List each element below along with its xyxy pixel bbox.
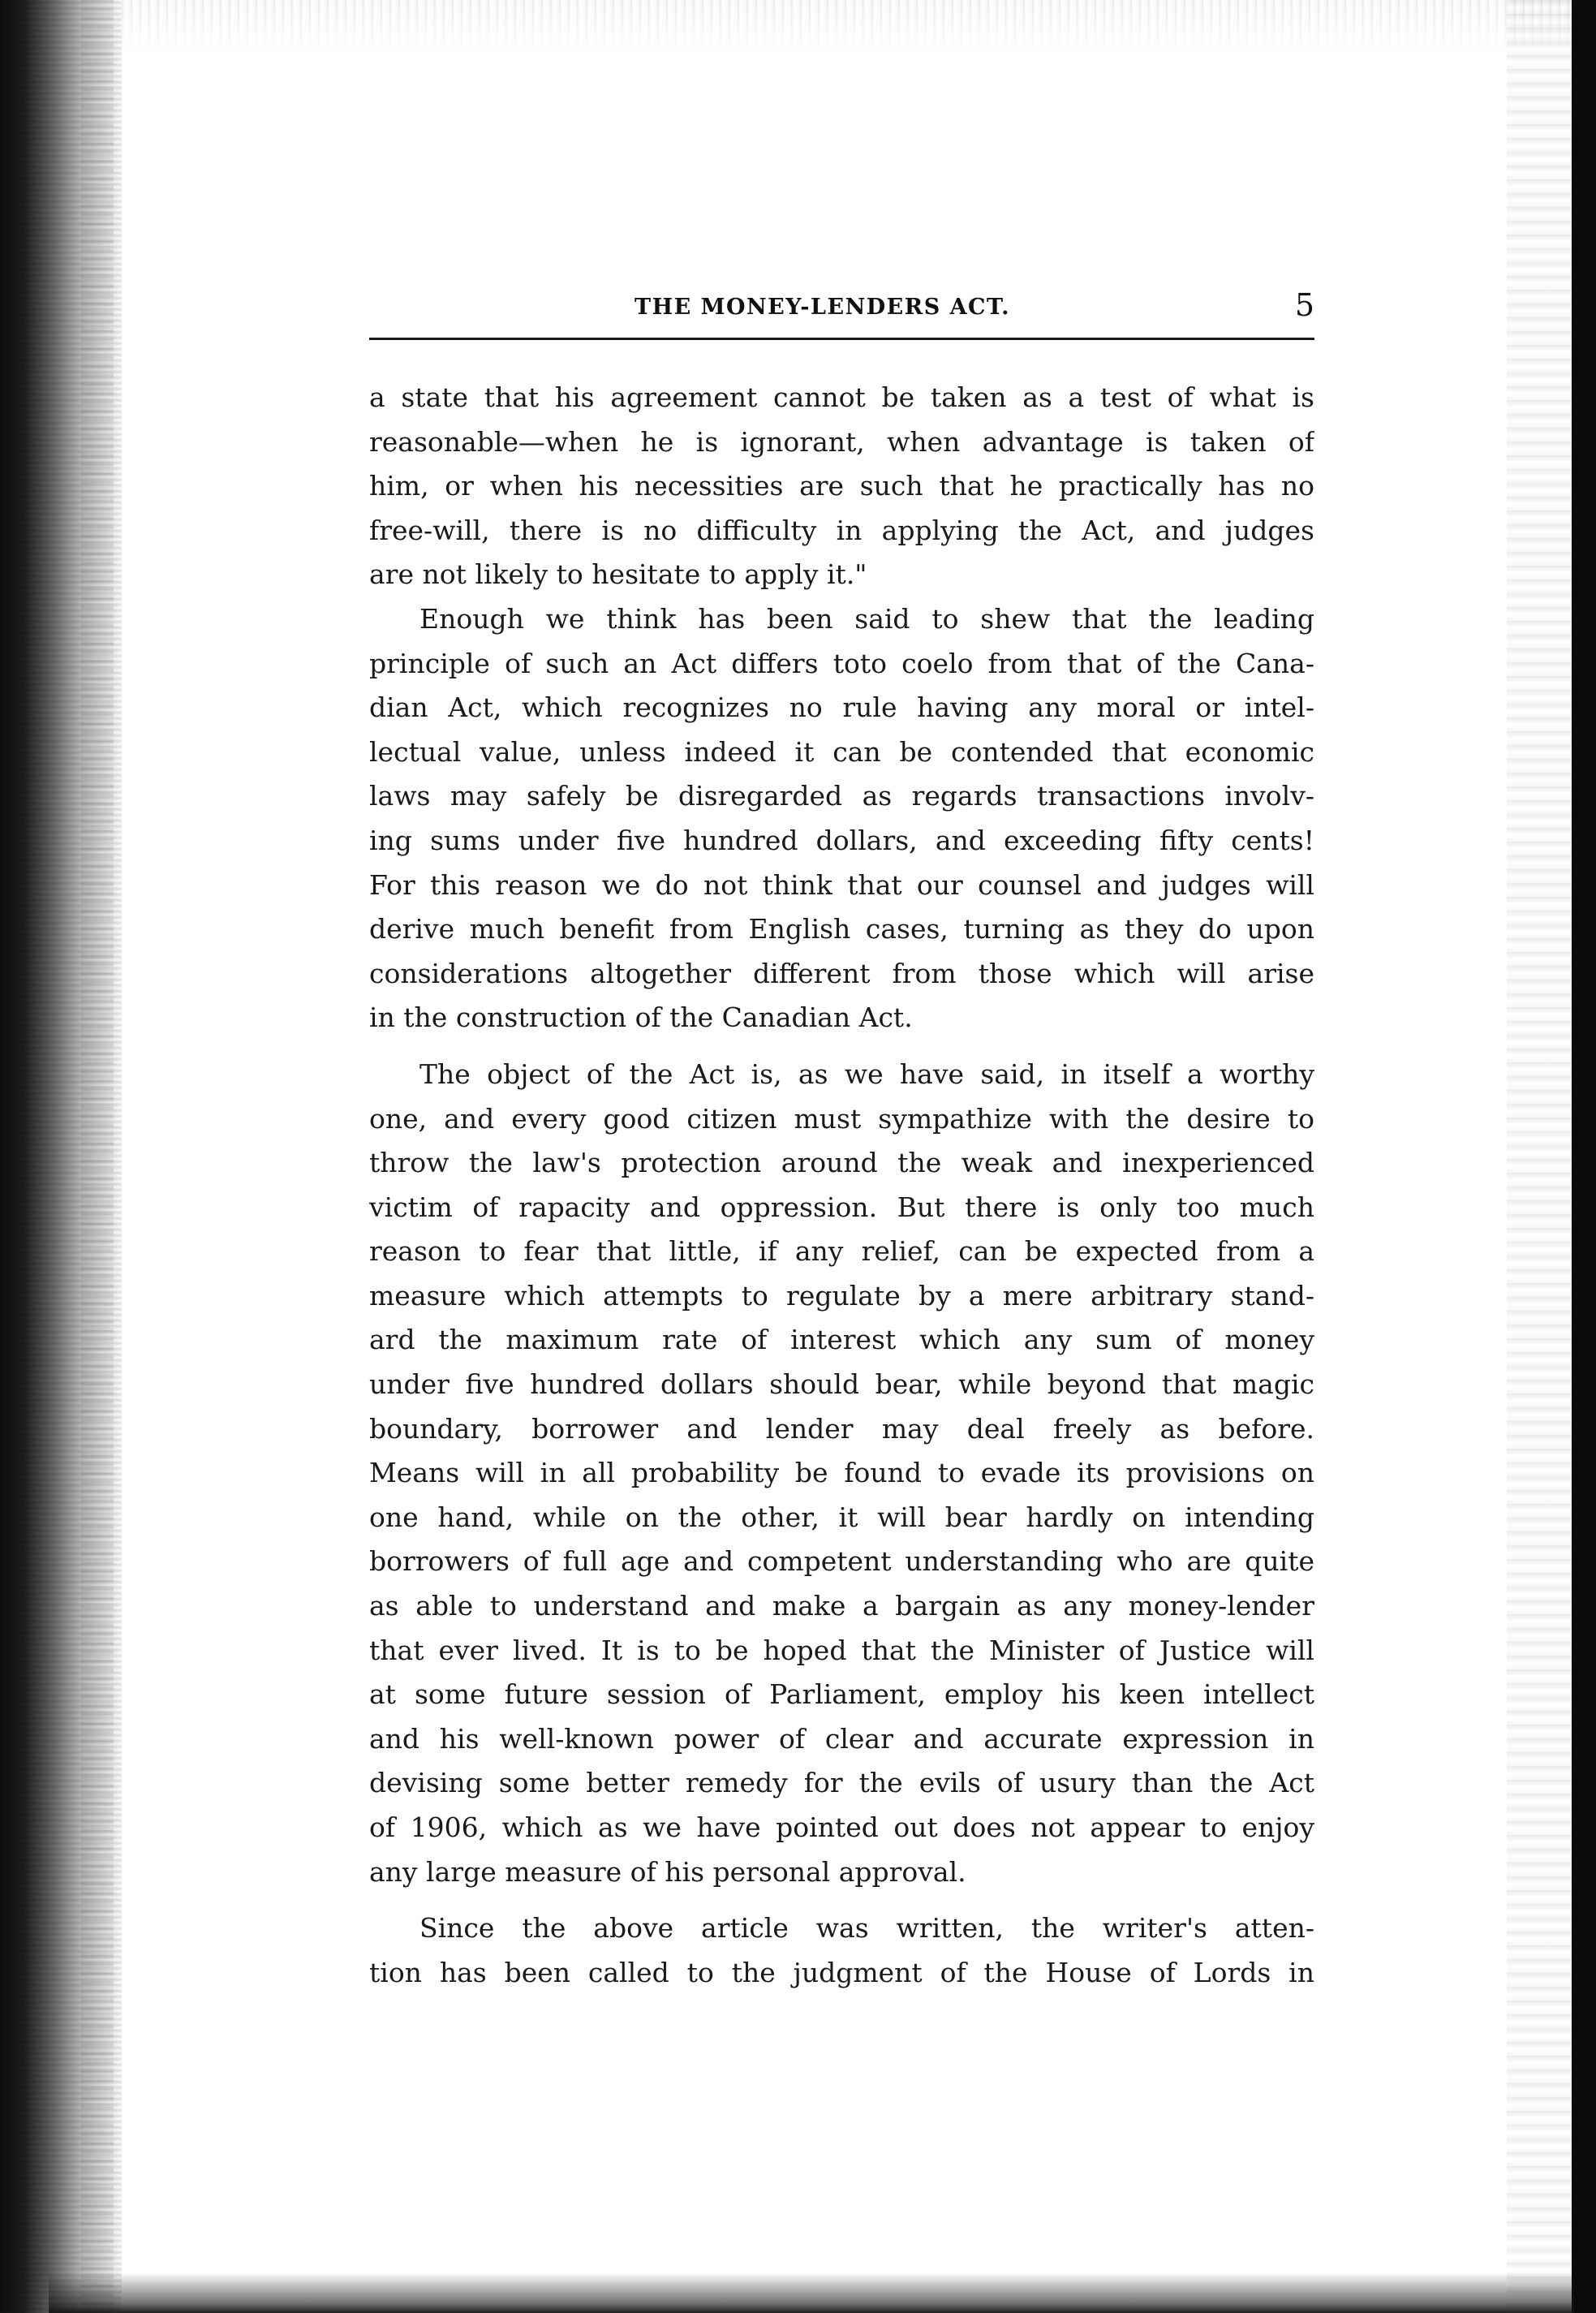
text-line: a state that his agreement cannot be taken as a test of what is — [369, 381, 1314, 413]
text-line: any large measure of his personal approval. — [369, 1855, 966, 1888]
text-line: ard the maximum rate of interest which any sum of money — [369, 1324, 1314, 1356]
text-line: throw the law's protection around the weak and inexperienced — [369, 1147, 1314, 1179]
text-line: dian Act, which recognizes no rule having any moral or intel- — [369, 691, 1314, 724]
text-line: of 1906, which as we have pointed out does not appear to enjoy — [369, 1811, 1314, 1843]
text-line: in the construction of the Canadian Act. — [369, 1001, 913, 1034]
text-line: measure which attempts to regulate by a mere arbitrary stand- — [369, 1279, 1314, 1312]
text-line: Means will in all probability be found to evade its provisions on — [369, 1457, 1314, 1489]
text-line: as able to understand and make a bargain as any money-lender — [369, 1590, 1314, 1622]
text-line: under five hundred dollars should bear, while beyond that magic — [369, 1368, 1314, 1401]
text-line: at some future session of Parliament, employ his keen intellect — [369, 1678, 1314, 1711]
text-line: principle of such an Act differs toto coelo from that of the Cana- — [369, 647, 1314, 679]
text-line: reason to fear that little, if any relief, can be expected from a — [369, 1235, 1314, 1268]
body-text — [369, 376, 1314, 1995]
text-line: reasonable—when he is ignorant, when advantage is taken of — [369, 425, 1314, 458]
text-line: one, and every good citizen must sympathize with the desire to — [369, 1102, 1314, 1135]
running-title: THE MONEY-LENDERS ACT. — [635, 295, 1011, 320]
running-header — [369, 278, 1314, 327]
text-line: victim of rapacity and oppression. But there is only too much — [369, 1191, 1314, 1223]
header-rule — [369, 338, 1314, 340]
page-number: 5 — [1294, 287, 1314, 323]
text-line: The object of the Act is, as we have said, in itself a worthy — [419, 1057, 1314, 1090]
text-line: For this reason we do not think that our counsel and judges will — [369, 868, 1314, 901]
scan-bottom-edge — [49, 2272, 1574, 2313]
text-line: borrowers of full age and competent understanding who are quite — [369, 1545, 1314, 1578]
text-line: and his well-known power of clear and accurate expression in — [369, 1722, 1314, 1755]
text-line: Enough we think has been said to shew that the leading — [419, 602, 1314, 635]
scan-top-edge — [122, 0, 1574, 57]
scan-right-edge — [1572, 0, 1596, 2313]
text-line: lectual value, unless indeed it can be contended that economic — [369, 735, 1314, 768]
paragraph — [369, 376, 1314, 597]
paragraph — [369, 597, 1314, 1040]
text-line: are not likely to hesitate to apply it." — [369, 558, 867, 591]
text-line: Since the above article was written, the writer's atten- — [419, 1912, 1314, 1945]
text-line: that ever lived. It is to be hoped that the Minister of Justice will — [369, 1634, 1314, 1666]
text-line: derive much benefit from English cases, turning as they do upon — [369, 913, 1314, 945]
text-line: tion has been called to the judgment of the House of Lords in — [369, 1956, 1314, 1988]
text-line: devising some better remedy for the evils of usury than the Act — [369, 1767, 1314, 1799]
text-line: ing sums under five hundred dollars, and exceeding fifty cents! — [369, 824, 1314, 856]
text-line: laws may safely be disregarded as regards transactions involv- — [369, 780, 1314, 812]
scan-left-edge — [0, 0, 122, 2313]
paragraph-gap — [369, 1894, 1314, 1906]
text-line: boundary, borrower and lender may deal freely as before. — [369, 1412, 1314, 1445]
text-line: free-will, there is no difficulty in applying the Act, and judges — [369, 514, 1314, 546]
paragraph — [369, 1906, 1314, 1995]
paragraph-gap — [369, 1040, 1314, 1053]
text-line: one hand, while on the other, it will bear hardly on intending — [369, 1501, 1314, 1533]
text-line: him, or when his necessities are such that he practically has no — [369, 470, 1314, 502]
text-line: considerations altogether different from those which will arise — [369, 957, 1314, 989]
paragraph — [369, 1053, 1314, 1894]
